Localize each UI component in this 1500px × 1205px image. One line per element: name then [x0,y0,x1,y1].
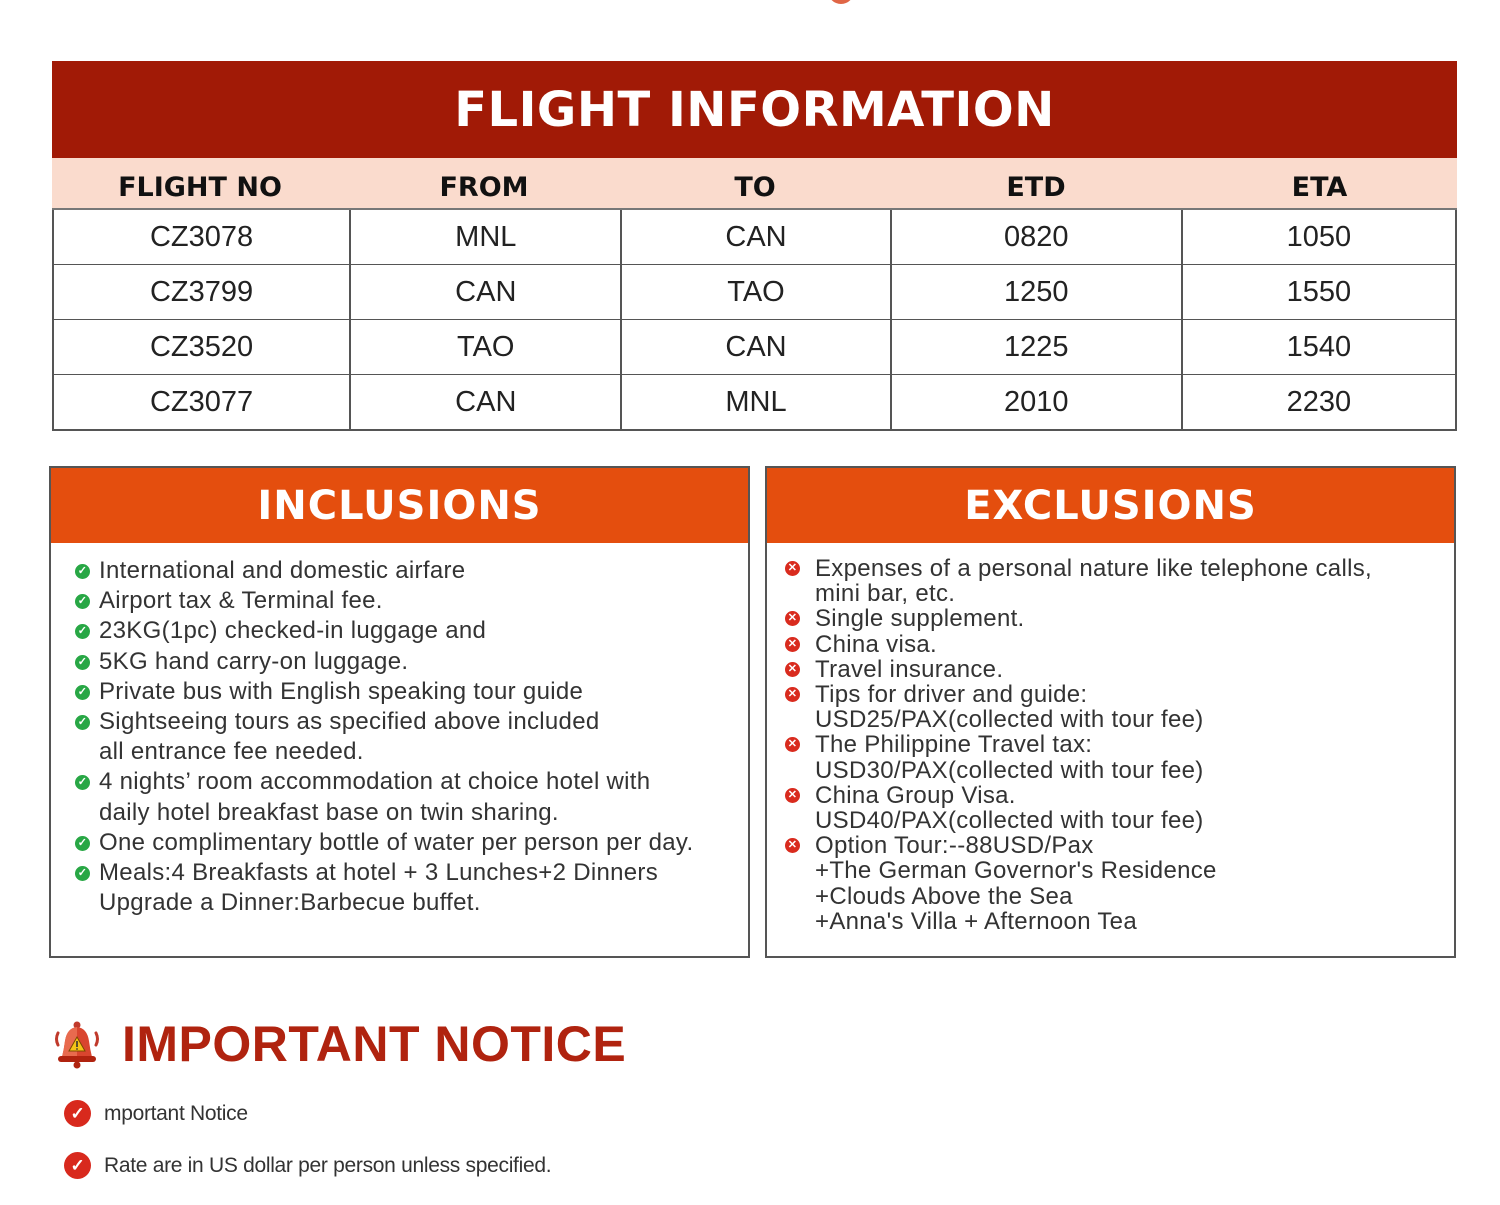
green-check-circle-icon: ✓ [75,866,90,881]
exclusion-item-text: +Clouds Above the Sea [815,882,1073,910]
cell-to: CAN [620,320,889,374]
list-item [785,606,1372,631]
cell-flight-no: CZ3078 [149,220,254,253]
cell-etd: 2010 [890,375,1181,429]
inclusions-list [75,556,693,918]
green-check-circle-icon: ✓ [75,685,90,700]
inclusions-title: INCLUSIONS [51,468,748,543]
exclusion-item-text: Expenses of a personal nature like telephone calls, [815,555,1372,582]
cell-flight-no: CZ3520 [149,330,254,363]
list-item [785,833,1372,934]
list-item [75,677,693,707]
cell-eta: 1550 [1181,265,1455,319]
notice-text: mportant Notice [104,1102,248,1125]
inclusion-item-text: Private bus with English speaking tour guide [99,677,584,705]
red-check-circle-icon: ✓ [64,1100,91,1127]
red-x-circle-icon: ✕ [785,662,800,677]
green-check-circle-icon: ✓ [75,564,90,579]
exclusion-item-text: +The German Governor's Residence [815,857,1217,885]
list-item [64,1148,551,1200]
inclusions-panel [49,466,750,958]
green-check-circle-icon: ✓ [75,655,90,670]
inclusion-item-text: Airport tax & Terminal fee. [99,587,383,615]
list-item [75,858,693,918]
flight-information-table [52,61,1457,431]
red-x-circle-icon: ✕ [785,788,800,803]
inclusion-item-text: 5KG hand carry-on luggage. [99,647,409,675]
cell-etd: 1225 [890,320,1181,374]
column-header-etd: ETD [1006,171,1066,203]
inclusion-item-text: 4 nights’ room accommodation at choice hotel with [99,768,651,796]
cell-from: MNL [349,210,620,264]
notice-list [64,1096,551,1200]
inclusion-item-text: 23KG(1pc) checked-in luggage and [99,617,487,645]
cell-to: TAO [620,265,889,319]
flight-table-body [52,210,1457,431]
inclusion-item-text: Meals:4 Breakfasts at hotel + 3 Lunches+2 Dinners [99,859,659,887]
cell-from: TAO [349,320,620,374]
inclusion-item-text: Sightseeing tours as specified above included [99,708,600,736]
top-decoration-dot [828,0,854,4]
red-check-circle-icon: ✓ [64,1152,91,1179]
cell-eta: 2230 [1181,375,1455,429]
table-row [54,319,1455,374]
exclusion-item-text: Travel insurance. [815,655,1004,683]
list-item [75,647,693,677]
list-item [785,556,1372,606]
exclusion-item-text: USD40/PAX(collected with tour fee) [815,807,1204,835]
table-row [54,374,1455,429]
inclusion-item-text: International and domestic airfare [99,557,466,584]
inclusion-item-text: Upgrade a Dinner:Barbecue buffet. [99,889,481,917]
cell-flight-no: CZ3799 [149,275,254,308]
exclusion-item-text: USD30/PAX(collected with tour fee) [815,756,1204,784]
cell-eta: 1050 [1181,210,1455,264]
exclusion-item-text: USD25/PAX(collected with tour fee) [815,706,1204,734]
red-x-circle-icon: ✕ [785,687,800,702]
alarm-bell-icon [52,1019,102,1069]
list-item [75,707,693,767]
list-item [75,616,693,646]
exclusion-item-text: mini bar, etc. [815,580,956,608]
cell-etd: 0820 [890,210,1181,264]
exclusions-panel [765,466,1456,958]
important-notice-heading [52,1015,626,1073]
list-item [785,732,1372,782]
column-header-flight-no: FLIGHT NO [118,171,282,203]
list-item [75,556,693,586]
important-notice-title: IMPORTANT NOTICE [122,1016,627,1072]
red-x-circle-icon: ✕ [785,561,800,576]
exclusions-list [785,556,1372,934]
flight-column-headers [52,158,1457,210]
column-header-from: FROM [439,171,529,203]
exclusion-item-text: Tips for driver and guide: [815,681,1088,709]
exclusion-item-text: Single supplement. [815,605,1025,633]
list-item [75,586,693,616]
exclusion-item-text: The Philippine Travel tax: [815,731,1093,759]
exclusion-item-text: China Group Visa. [815,781,1016,809]
cell-to: MNL [620,375,889,429]
table-row [54,264,1455,319]
table-row [54,210,1455,264]
list-item [785,657,1372,682]
green-check-circle-icon: ✓ [75,594,90,609]
list-item [785,783,1372,833]
inclusion-item-text: One complimentary bottle of water per person per day. [99,828,694,856]
red-x-circle-icon: ✕ [785,838,800,853]
exclusion-item-text: +Anna's Villa + Afternoon Tea [815,907,1137,935]
exclusions-title: EXCLUSIONS [767,468,1454,543]
list-item [75,767,693,827]
list-item [785,682,1372,732]
cell-flight-no: CZ3077 [149,385,254,418]
column-header-to: TO [734,171,776,203]
cell-eta: 1540 [1181,320,1455,374]
list-item [75,828,693,858]
green-check-circle-icon: ✓ [75,836,90,851]
cell-etd: 1250 [890,265,1181,319]
green-check-circle-icon: ✓ [75,715,90,730]
red-x-circle-icon: ✕ [785,737,800,752]
flight-information-title: FLIGHT INFORMATION [52,61,1457,158]
notice-text: Rate are in US dollar per person unless specified. [104,1154,552,1177]
red-x-circle-icon: ✕ [785,637,800,652]
green-check-circle-icon: ✓ [75,624,90,639]
exclusion-item-text: Option Tour:--88USD/Pax [815,832,1094,860]
green-check-circle-icon: ✓ [75,775,90,790]
inclusion-item-text: all entrance fee needed. [99,738,364,766]
red-x-circle-icon: ✕ [785,611,800,626]
cell-to: CAN [620,210,889,264]
inclusion-item-text: daily hotel breakfast base on twin sharing. [99,798,559,826]
cell-from: CAN [349,265,620,319]
list-item [785,632,1372,657]
list-item [64,1096,551,1148]
cell-from: CAN [349,375,620,429]
exclusion-item-text: China visa. [815,630,938,658]
column-header-eta: ETA [1291,171,1348,203]
